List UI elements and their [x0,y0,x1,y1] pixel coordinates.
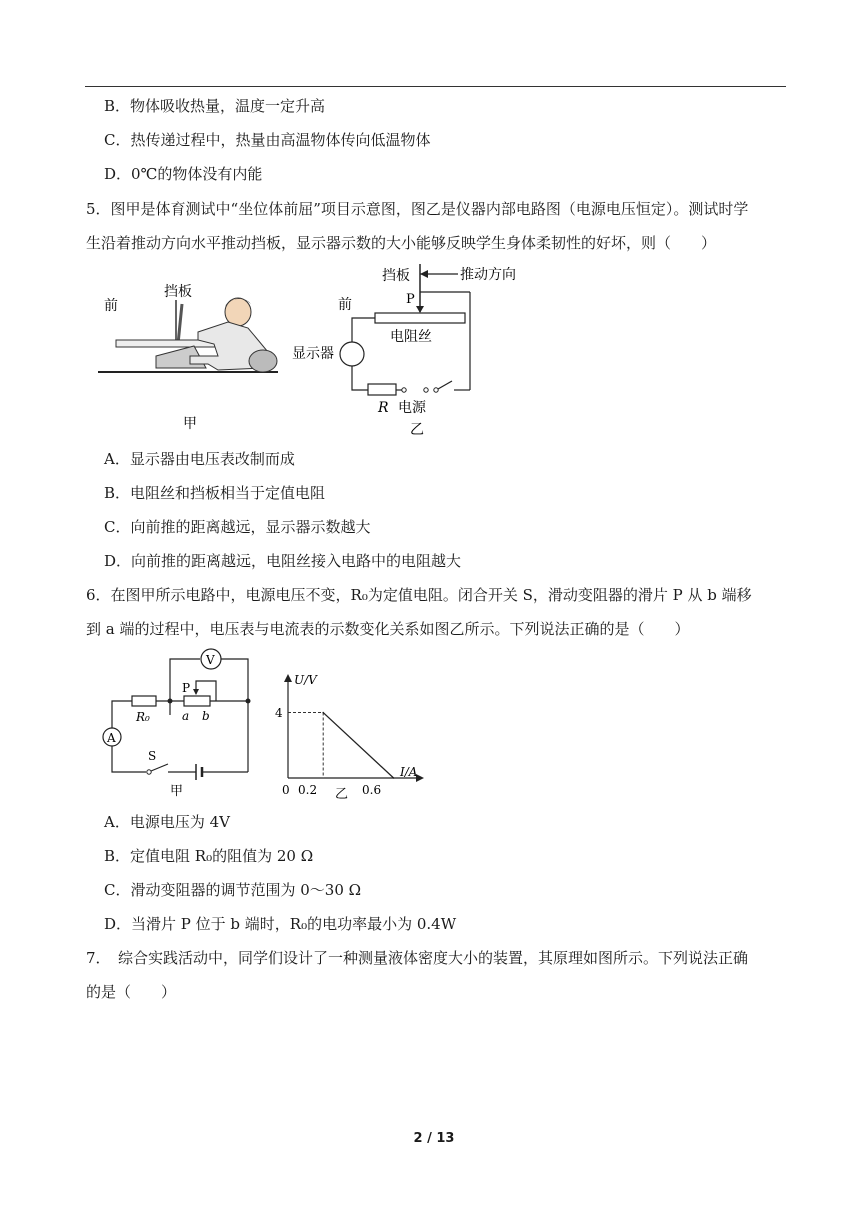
q5-option-b: B．电阻丝和挡板相当于定值电阻 [104,484,326,502]
source-label: 电源 [398,400,426,416]
caption-jia: 甲 [183,416,197,432]
q4-option-b: B．物体吸收热量，温度一定升高 [104,97,326,115]
q7-stem-line2: 的是（ ） [86,983,177,1001]
display-label: 显示器 [292,346,334,362]
rheostat-circuit [98,645,268,803]
u-i-series-line [323,713,393,778]
front-label: 前 [104,298,118,314]
x-axis-label: I/A [400,765,418,779]
q5-stem-line1: 5．图甲是体育测试中“坐位体前屈”项目示意图，图乙是仪器内部电路图（电源电压恒定）。测试时学 [86,200,749,218]
q6-option-d: D．当滑片 P 位于 b 端时，R₀的电功率最小为 0.4W [104,915,457,933]
data-point [322,712,324,714]
sit-reach-figure [98,268,288,438]
p-label: P [406,292,415,307]
r-label: R [378,400,389,416]
s-label: S [148,749,157,763]
caption-jia: 甲 [170,784,184,799]
q5-option-c: C．向前推的距离越远，显示器示数越大 [104,518,371,536]
instrument-circuit [290,262,540,444]
resistor-r [368,384,396,395]
push-direction-label: 推动方向 [460,267,516,283]
y-axis-arrowhead [284,674,292,682]
a-end-label: a [182,709,190,723]
switch-blade [438,381,452,389]
student-icon [190,298,277,372]
u-i-chart [272,668,432,803]
wire-label: 电阻丝 [390,329,432,345]
data-point [393,777,395,779]
y-axis-label: U/V [294,673,317,687]
ammeter-label: A [107,731,116,745]
q6-option-c: C．滑动变阻器的调节范围为 0～30 Ω [104,881,362,899]
q6-option-b: B．定值电阻 R₀的阻值为 20 Ω [104,847,314,865]
x-tick-label: 0.2 [298,783,318,797]
display-meter-icon [340,342,364,366]
header-rule [85,86,786,87]
rheostat [184,696,210,706]
baffle-plate [178,304,182,344]
q5-option-a: A．显示器由电压表改制而成 [104,450,295,468]
q6-stem-line1: 6．在图甲所示电路中，电源电压不变，R₀为定值电阻。闭合开关 S，滑动变阻器的滑片 P 从 b 端移 [86,586,752,604]
page-number: 2 / 13 [413,1131,455,1146]
q5-stem-line2: 生沿着推动方向水平推动挡板，显示器示数的大小能够反映学生身体柔韧性的好坏，则（ ） [86,234,717,252]
q7-stem-line1: 7． 综合实践活动中，同学们设计了一种测量液体密度大小的装置，其原理如图所示。下列说法正确 [86,949,749,967]
switch-s [151,764,168,771]
resistance-wire [375,313,465,323]
q4-option-c: C．热传递过程中，热量由高温物体传向低温物体 [104,131,431,149]
baffle-label: 挡板 [382,268,410,284]
caption-yi: 乙 [335,787,349,802]
caption-yi: 乙 [410,422,424,438]
q5-option-d: D．向前推的距离越远，电阻丝接入电路中的电阻越大 [104,552,462,570]
x-tick-label: 0.6 [362,783,382,797]
b-end-label: b [202,709,210,723]
y-tick-label: 4 [275,706,283,720]
resistor-r0 [132,696,156,706]
q6-option-a: A．电源电压为 4V [104,813,230,831]
q6-stem-line2: 到 a 端的过程中，电压表与电流表的示数变化关系如图乙所示。下列说法正确的是（ ） [86,620,690,638]
q4-option-d: D．0℃的物体没有内能 [104,165,263,183]
origin-label: 0 [282,783,290,797]
r0-label: R₀ [136,710,150,724]
baffle-label: 挡板 [164,284,192,300]
front-label: 前 [338,297,352,313]
push-arrowhead [420,270,428,278]
p-label: P [182,681,191,695]
voltmeter-label: V [206,653,215,667]
